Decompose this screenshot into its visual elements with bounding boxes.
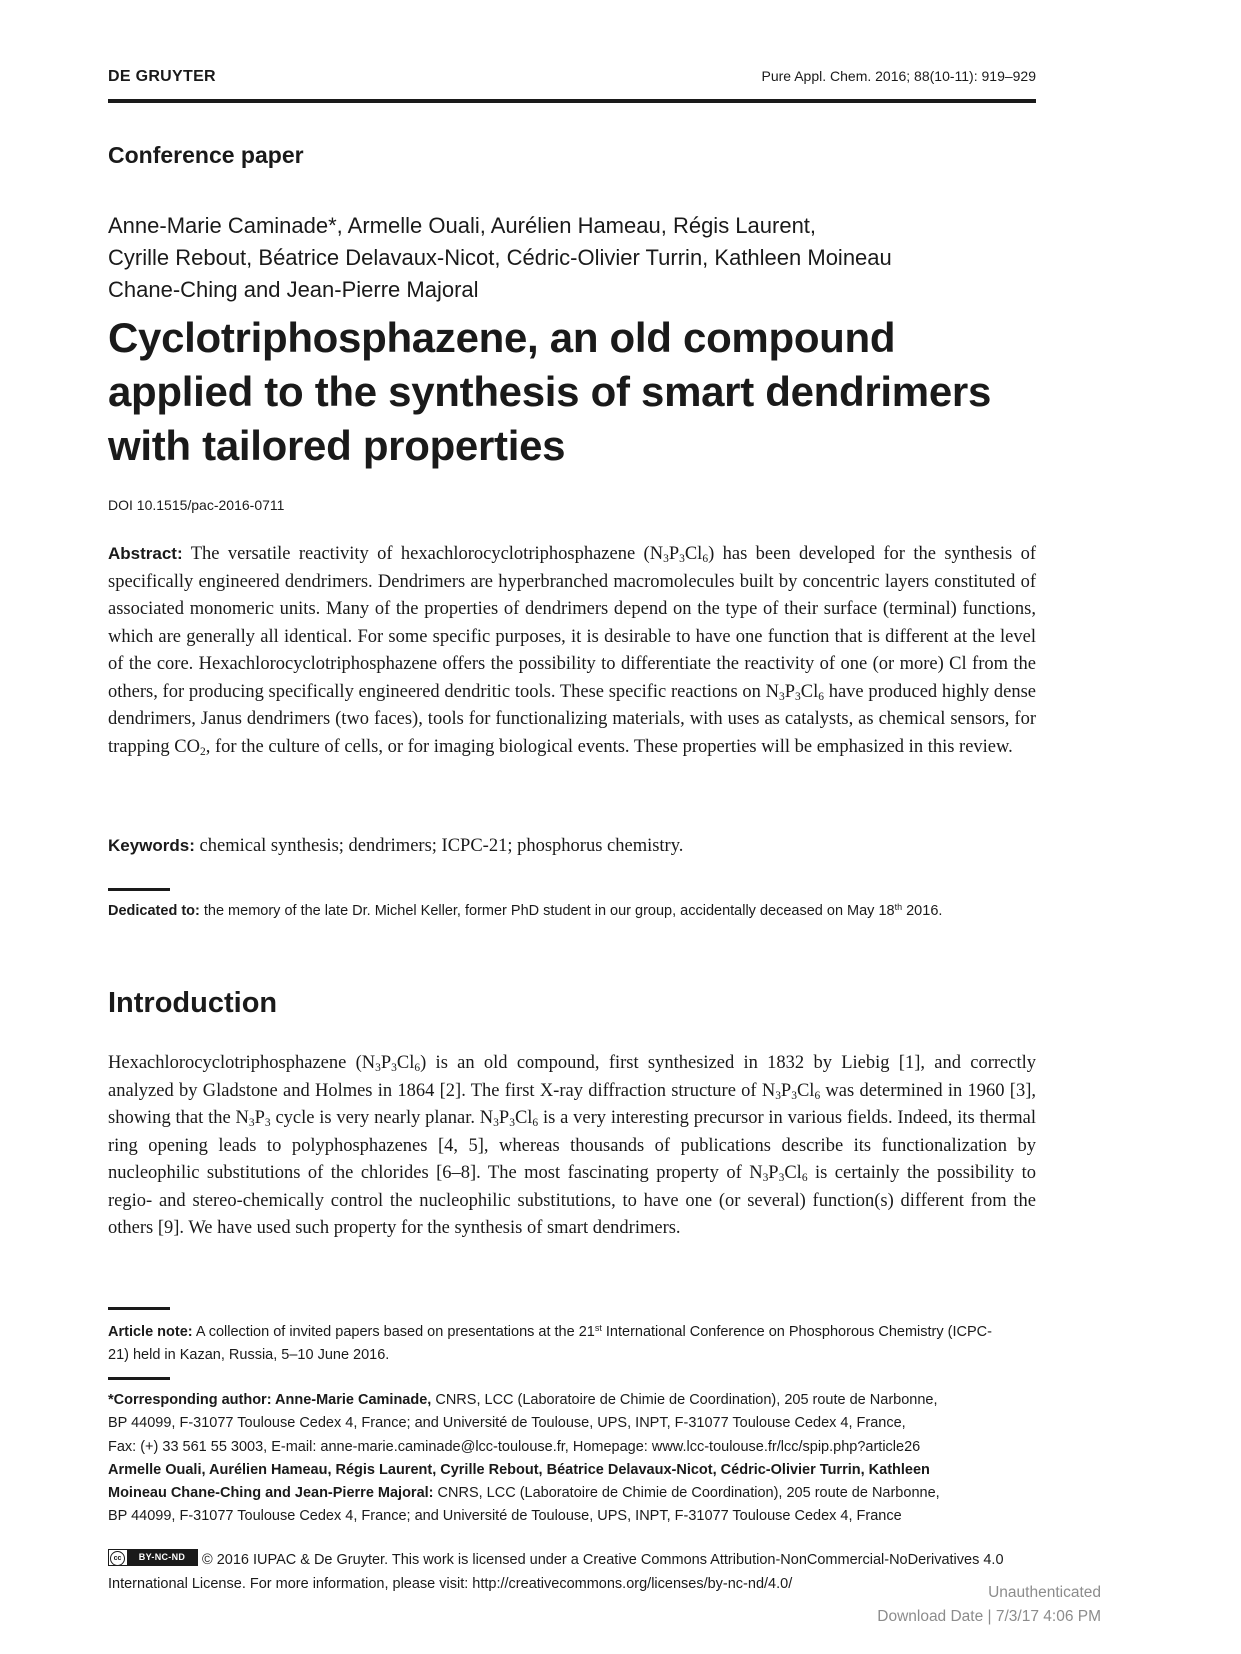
corresp-line <box>108 1389 1048 1412</box>
subscript: 6 <box>532 1116 539 1129</box>
title-line: Cyclotriphosphazene, an old compound <box>108 314 896 361</box>
chem-symbol: P <box>498 1108 510 1128</box>
chem-symbol: Cl <box>784 1163 802 1183</box>
header-rule <box>108 99 1036 103</box>
section-heading: Introduction <box>108 987 278 1019</box>
subscript: 3 <box>391 1061 397 1074</box>
superscript: st <box>594 1323 602 1334</box>
dedication-tail: 2016. <box>902 903 943 919</box>
abstract-text: have produced highly dense dendrimers, Janus dendrimers (two faces), tools for functionalizing materials, with uses as catalysts, as chemical sensors, for trapping CO <box>108 681 1036 757</box>
dedication-label: Dedicated to: <box>108 903 200 919</box>
cc-license-badge <box>108 1549 198 1566</box>
abstract <box>108 540 1036 761</box>
intro-text: ) is an old compound, first synthesized in 1832 by Liebig [1], and correctly analyzed by Gladstone and Holmes in 1864 [2]. The first X-ray diffraction structure of N <box>108 1053 1036 1101</box>
publisher-name: DE GRUYTER <box>108 68 216 85</box>
coauthor-names: Moineau Chane-Ching and Jean-Pierre Majoral: <box>108 1485 434 1502</box>
intro-text: Hexachlorocyclotriphosphazene (N <box>108 1053 376 1073</box>
author-line: Anne-Marie Caminade*, Armelle Ouali, Aurélien Hameau, Régis Laurent, <box>108 213 817 238</box>
subscript: 6 <box>801 1171 808 1184</box>
subscript: 3 <box>663 552 669 565</box>
corresp-line <box>108 1482 1048 1505</box>
subscript: 3 <box>795 690 801 703</box>
corresponding-author-note <box>108 1389 1048 1529</box>
intro-text: cycle is very nearly planar. N <box>270 1108 494 1128</box>
license-text: © 2016 IUPAC & De Gruyter. This work is licensed under a Creative Commons Attribution-NonCommercial-NoDerivatives 4.0 International License. For more information, please visit: http://creativecommons.org/licenses/by-nc-nd/4.0/ <box>108 1552 1004 1592</box>
intro-text: is a very interesting precursor in various fields. Indeed, its thermal ring opening leads to polyphosphazenes [4, 5], whereas thousands of publications describe its functionalization by nucleophilic substitutions of the chlorides [6–8]. The most fascinating property of N <box>108 1108 1037 1183</box>
article-note-text: International Conference on Phosphorous Chemistry (ICPC-21) held in Kazan, Russia, 5–10 June 2016. <box>108 1324 992 1363</box>
subscript: 3 <box>509 1116 515 1129</box>
footnote-rule <box>108 1377 170 1380</box>
subscript: 3 <box>248 1116 255 1129</box>
intro-text: was determined in 1960 [3], showing that the N <box>108 1080 1036 1128</box>
chem-symbol: P <box>254 1108 265 1128</box>
superscript: th <box>894 902 903 913</box>
abstract-text: The versatile reactivity of hexachlorocyclotriphosphazene (N <box>190 544 664 564</box>
dedication-text: the memory of the late Dr. Michel Keller, former PhD student in our group, accidentally deceased on May 18 <box>203 903 895 919</box>
subscript: 3 <box>375 1061 381 1074</box>
license-note <box>108 1548 1048 1596</box>
subscript: 6 <box>814 1089 821 1102</box>
corresp-line: BP 44099, F-31077 Toulouse Cedex 4, France; and Université de Toulouse, UPS, INPT, F-31077 Toulouse Cedex 4, France <box>108 1508 902 1525</box>
keywords-label: Keywords: <box>108 836 195 855</box>
article-note-label: Article note: <box>108 1324 193 1340</box>
journal-citation: Pure Appl. Chem. 2016; 88(10-11): 919–929 <box>761 68 1036 84</box>
paper-type: Conference paper <box>108 142 304 168</box>
footnote-rule <box>108 888 170 891</box>
intro-text: is certainly the possibility to regio- and stereo-chemically control the nucleophilic substitutions, to have one (or several) function(s) different from the others [9]. We have used such property for the synthesis of smart dendrimers. <box>108 1163 1036 1238</box>
author-list <box>108 210 1038 306</box>
corresp-label: *Corresponding author: Anne-Marie Caminade, <box>108 1392 432 1408</box>
keywords <box>108 832 1036 861</box>
subscript: 3 <box>791 1089 797 1102</box>
chem-symbol: P <box>768 1163 779 1183</box>
footnote-rule <box>108 1307 170 1310</box>
coauthor-names: Armelle Ouali, Aurélien Hameau, Régis Laurent, Cyrille Rebout, Béatrice Delavaux-Nicot, Cédric-Olivier Turrin, Kathleen <box>108 1461 930 1478</box>
dedication <box>108 903 1048 919</box>
title-line: with tailored properties <box>108 422 566 469</box>
article-note-text: A collection of invited papers based on presentations at the 21 <box>195 1324 595 1340</box>
corresp-line: BP 44099, F-31077 Toulouse Cedex 4, France; and Université de Toulouse, UPS, INPT, F-31077 Toulouse Cedex 4, France, <box>108 1415 906 1432</box>
watermark-unauthenticated: Unauthenticated <box>988 1584 1101 1601</box>
chem-symbol: Cl <box>514 1108 533 1128</box>
subscript: 6 <box>414 1061 421 1074</box>
subscript: 3 <box>493 1116 499 1129</box>
author-line: Chane-Ching and Jean-Pierre Majoral <box>108 277 479 302</box>
subscript: 3 <box>779 690 785 703</box>
author-line: Cyrille Rebout, Béatrice Delavaux-Nicot, Cédric-Olivier Turrin, Kathleen Moineau <box>108 245 892 270</box>
chem-symbol: Cl <box>684 544 703 564</box>
subscript: 3 <box>762 1171 769 1184</box>
abstract-label: Abstract: <box>108 544 183 563</box>
corresp-line <box>108 1459 1048 1482</box>
corresp-text: CNRS, LCC (Laboratoire de Chimie de Coordination), 205 route de Narbonne, <box>433 1485 940 1502</box>
chem-symbol: P <box>380 1053 392 1073</box>
chem-symbol: Cl <box>796 1080 815 1101</box>
abstract-text: ) has been developed for the synthesis of specifically engineered dendrimers. Dendrimers are hyperbranched macromolecules built by concentric layers constituted of associated monomeric units. Many of the properties of dendrimers depend on the type of their surface (terminal) functions, which are generally all identical. For some specific purposes, it is desirable to have one function that is different at the level of the core. Hexachlorocyclotriphosphazene offers the possibility to differentiate the reactivity of one (or more) Cl from the others, for producing specifically engineered dendritic tools. These specific reactions on N <box>108 544 1036 702</box>
doi: DOI 10.1515/pac-2016-0711 <box>108 497 285 513</box>
paper-title <box>108 311 1038 473</box>
cc-badge-label: BY-NC-ND <box>127 1550 197 1565</box>
chem-symbol: P <box>784 681 796 702</box>
chem-symbol: Cl <box>800 681 819 702</box>
corresp-line: Fax: (+) 33 561 55 3003, E-mail: anne-marie.caminade@lcc-toulouse.fr, Homepage: www.lcc-toulouse.fr/lcc/spip.php?article26 <box>108 1438 921 1455</box>
subscript: 6 <box>818 690 824 703</box>
cc-icon: cc <box>110 1551 125 1566</box>
keywords-text: chemical synthesis; dendrimers; ICPC-21; phosphorus chemistry. <box>199 836 684 856</box>
subscript: 3 <box>679 552 685 565</box>
corresp-text: CNRS, LCC (Laboratoire de Chimie de Coordination), 205 route de Narbonne, <box>435 1392 938 1408</box>
chem-symbol: P <box>668 544 680 564</box>
chem-symbol: Cl <box>396 1053 415 1073</box>
title-line: applied to the synthesis of smart dendrimers <box>108 368 992 415</box>
subscript: 6 <box>702 552 709 565</box>
subscript: 3 <box>775 1089 781 1102</box>
subscript: 2 <box>199 745 206 758</box>
introduction-paragraph <box>108 1050 1036 1243</box>
chem-symbol: P <box>780 1080 792 1101</box>
subscript: 3 <box>264 1116 271 1129</box>
subscript: 3 <box>778 1171 785 1184</box>
abstract-text: , for the culture of cells, or for imaging biological events. These properties will be emphasized in this review. <box>205 736 1013 757</box>
watermark-download-date: Download Date | 7/3/17 4:06 PM <box>877 1608 1101 1625</box>
article-note <box>108 1321 1008 1367</box>
